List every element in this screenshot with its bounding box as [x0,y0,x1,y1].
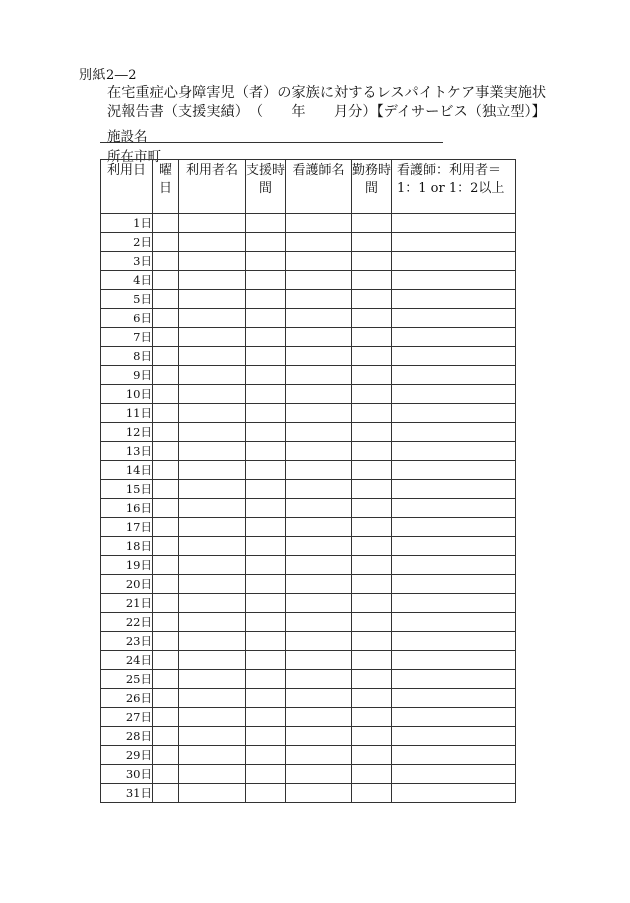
nurse-name-cell[interactable] [286,309,352,328]
work-hours-cell[interactable] [352,328,392,347]
work-hours-cell[interactable] [352,537,392,556]
nurse-name-cell[interactable] [286,271,352,290]
day-cell: 25日 [101,670,153,689]
report-title-line-2: 況報告書（支援実績） （ 年 月分）【デイサービス（独立型）】 [107,104,546,120]
ratio-cell[interactable] [392,708,516,727]
day-cell: 13日 [101,442,153,461]
nurse-name-cell[interactable] [286,746,352,765]
support-hours-cell[interactable] [246,708,286,727]
facility-name-label: 施設名 [107,129,148,145]
nurse-name-cell[interactable] [286,328,352,347]
nurse-name-cell[interactable] [286,689,352,708]
work-hours-cell[interactable] [352,765,392,784]
weekday-cell[interactable] [153,214,179,233]
user-name-cell[interactable] [179,442,246,461]
user-name-cell[interactable] [179,347,246,366]
table-row [101,518,516,537]
table-row [101,765,516,784]
nurse-name-cell[interactable] [286,290,352,309]
support-hours-cell[interactable] [246,328,286,347]
work-hours-cell[interactable] [352,271,392,290]
weekday-cell[interactable] [153,651,179,670]
work-hours-cell[interactable] [352,784,392,803]
day-cell: 18日 [101,537,153,556]
user-name-cell[interactable] [179,670,246,689]
weekday-cell[interactable] [153,765,179,784]
support-hours-cell[interactable] [246,689,286,708]
user-name-cell[interactable] [179,594,246,613]
table-row [101,613,516,632]
user-name-cell[interactable] [179,233,246,252]
support-hours-cell[interactable] [246,594,286,613]
weekday-cell[interactable] [153,461,179,480]
user-name-cell[interactable] [179,252,246,271]
user-name-cell[interactable] [179,765,246,784]
weekday-cell[interactable] [153,347,179,366]
ratio-cell[interactable] [392,214,516,233]
weekday-cell[interactable] [153,385,179,404]
work-hours-cell[interactable] [352,309,392,328]
report-title-line-1: 在宅重症心身障害児（者）の家族に対するレスパイトケア事業実施状 [107,85,547,101]
support-hours-cell[interactable] [246,499,286,518]
ratio-cell[interactable] [392,385,516,404]
table-row [101,442,516,461]
day-cell: 29日 [101,746,153,765]
ratio-cell[interactable] [392,689,516,708]
table-body [101,214,516,803]
day-cell: 14日 [101,461,153,480]
table-row [101,347,516,366]
ratio-cell[interactable] [392,499,516,518]
ratio-cell[interactable] [392,423,516,442]
day-cell: 23日 [101,632,153,651]
ratio-cell[interactable] [392,556,516,575]
user-name-cell[interactable] [179,784,246,803]
header-support-hours: 支援時間 [246,160,286,214]
work-hours-cell[interactable] [352,233,392,252]
day-cell: 22日 [101,613,153,632]
support-hours-cell[interactable] [246,746,286,765]
table-row [101,784,516,803]
weekday-cell[interactable] [153,613,179,632]
nurse-name-cell[interactable] [286,404,352,423]
table-row [101,214,516,233]
day-cell: 2日 [101,233,153,252]
work-hours-cell[interactable] [352,404,392,423]
day-cell: 26日 [101,689,153,708]
user-name-cell[interactable] [179,214,246,233]
ratio-cell[interactable] [392,518,516,537]
table-row [101,537,516,556]
table-row [101,670,516,689]
table-row [101,575,516,594]
day-cell: 4日 [101,271,153,290]
table-row [101,480,516,499]
table-row [101,290,516,309]
support-hours-cell[interactable] [246,727,286,746]
ratio-cell[interactable] [392,290,516,309]
nurse-name-cell[interactable] [286,784,352,803]
weekday-cell[interactable] [153,499,179,518]
weekday-cell[interactable] [153,632,179,651]
work-hours-cell[interactable] [352,746,392,765]
work-hours-cell[interactable] [352,480,392,499]
weekday-cell[interactable] [153,537,179,556]
day-cell: 5日 [101,290,153,309]
weekday-cell[interactable] [153,252,179,271]
work-hours-cell[interactable] [352,708,392,727]
day-cell: 1日 [101,214,153,233]
nurse-name-cell[interactable] [286,366,352,385]
day-cell: 12日 [101,423,153,442]
support-hours-cell[interactable] [246,784,286,803]
ratio-cell[interactable] [392,727,516,746]
work-hours-cell[interactable] [352,442,392,461]
work-hours-cell[interactable] [352,575,392,594]
ratio-cell[interactable] [392,651,516,670]
nurse-name-cell[interactable] [286,252,352,271]
user-name-cell[interactable] [179,727,246,746]
nurse-name-cell[interactable] [286,670,352,689]
ratio-cell[interactable] [392,670,516,689]
day-cell: 28日 [101,727,153,746]
day-cell: 6日 [101,309,153,328]
table-row [101,423,516,442]
report-table [100,159,516,803]
document-ref-number: 別紙2―2 [79,68,138,83]
support-hours-cell[interactable] [246,442,286,461]
support-hours-cell[interactable] [246,651,286,670]
weekday-cell[interactable] [153,290,179,309]
nurse-name-cell[interactable] [286,727,352,746]
day-cell: 19日 [101,556,153,575]
ratio-cell[interactable] [392,233,516,252]
support-hours-cell[interactable] [246,518,286,537]
user-name-cell[interactable] [179,556,246,575]
nurse-name-cell[interactable] [286,423,352,442]
user-name-cell[interactable] [179,385,246,404]
user-name-cell[interactable] [179,518,246,537]
user-name-cell[interactable] [179,575,246,594]
work-hours-cell[interactable] [352,385,392,404]
day-cell: 9日 [101,366,153,385]
work-hours-cell[interactable] [352,670,392,689]
support-hours-cell[interactable] [246,366,286,385]
weekday-cell[interactable] [153,746,179,765]
ratio-cell[interactable] [392,613,516,632]
support-hours-cell[interactable] [246,765,286,784]
header-user-name: 利用者名 [179,160,246,214]
day-cell: 8日 [101,347,153,366]
table-row [101,556,516,575]
work-hours-cell[interactable] [352,613,392,632]
support-hours-cell[interactable] [246,271,286,290]
table-row [101,689,516,708]
user-name-cell[interactable] [179,708,246,727]
weekday-cell[interactable] [153,784,179,803]
work-hours-cell[interactable] [352,252,392,271]
header-nurse-user-ratio: 看護師：利用者＝1：1 or 1：2以上 [392,160,516,214]
weekday-cell[interactable] [153,328,179,347]
user-name-cell[interactable] [179,613,246,632]
table-row [101,727,516,746]
work-hours-cell[interactable] [352,423,392,442]
work-hours-cell[interactable] [352,499,392,518]
table-row [101,632,516,651]
support-hours-cell[interactable] [246,613,286,632]
nurse-name-cell[interactable] [286,214,352,233]
weekday-cell[interactable] [153,689,179,708]
weekday-cell[interactable] [153,271,179,290]
support-hours-cell[interactable] [246,233,286,252]
day-cell: 16日 [101,499,153,518]
day-cell: 7日 [101,328,153,347]
work-hours-cell[interactable] [352,727,392,746]
work-hours-cell[interactable] [352,594,392,613]
weekday-cell[interactable] [153,575,179,594]
user-name-cell[interactable] [179,461,246,480]
ratio-cell[interactable] [392,480,516,499]
support-hours-cell[interactable] [246,670,286,689]
table-row [101,461,516,480]
user-name-cell[interactable] [179,651,246,670]
table-row [101,746,516,765]
header-work-hours: 勤務時間 [352,160,392,214]
header-weekday: 曜日 [153,160,179,214]
weekday-cell[interactable] [153,233,179,252]
support-hours-cell[interactable] [246,347,286,366]
ratio-cell[interactable] [392,309,516,328]
nurse-name-cell[interactable] [286,518,352,537]
user-name-cell[interactable] [179,499,246,518]
weekday-cell[interactable] [153,480,179,499]
table-row [101,271,516,290]
nurse-name-cell[interactable] [286,556,352,575]
work-hours-cell[interactable] [352,214,392,233]
header-nurse-name: 看護師名 [286,160,352,214]
user-name-cell[interactable] [179,290,246,309]
user-name-cell[interactable] [179,746,246,765]
nurse-name-cell[interactable] [286,575,352,594]
work-hours-cell[interactable] [352,556,392,575]
table-row [101,366,516,385]
table-row [101,385,516,404]
table-row [101,404,516,423]
user-name-cell[interactable] [179,423,246,442]
weekday-cell[interactable] [153,670,179,689]
weekday-cell[interactable] [153,404,179,423]
nurse-name-cell[interactable] [286,347,352,366]
table-row [101,309,516,328]
work-hours-cell[interactable] [352,632,392,651]
nurse-name-cell[interactable] [286,613,352,632]
day-cell: 11日 [101,404,153,423]
work-hours-cell[interactable] [352,518,392,537]
table-row [101,233,516,252]
header-usage-day: 利用日 [101,160,153,214]
city-label: 所在市町 [107,149,161,165]
weekday-cell[interactable] [153,309,179,328]
support-hours-cell[interactable] [246,404,286,423]
user-name-cell[interactable] [179,480,246,499]
support-hours-cell[interactable] [246,290,286,309]
support-hours-cell[interactable] [246,537,286,556]
table-header-row [101,160,516,214]
table-row [101,651,516,670]
weekday-cell[interactable] [153,556,179,575]
nurse-name-cell[interactable] [286,233,352,252]
day-cell: 3日 [101,252,153,271]
day-cell: 21日 [101,594,153,613]
day-cell: 17日 [101,518,153,537]
work-hours-cell[interactable] [352,366,392,385]
weekday-cell[interactable] [153,366,179,385]
support-hours-cell[interactable] [246,632,286,651]
user-name-cell[interactable] [179,632,246,651]
ratio-cell[interactable] [392,252,516,271]
support-hours-cell[interactable] [246,309,286,328]
table-row [101,594,516,613]
table-row [101,328,516,347]
ratio-cell[interactable] [392,271,516,290]
weekday-cell[interactable] [153,708,179,727]
nurse-name-cell[interactable] [286,594,352,613]
weekday-cell[interactable] [153,423,179,442]
work-hours-cell[interactable] [352,347,392,366]
support-hours-cell[interactable] [246,556,286,575]
ratio-cell[interactable] [392,366,516,385]
nurse-name-cell[interactable] [286,632,352,651]
user-name-cell[interactable] [179,328,246,347]
user-name-cell[interactable] [179,309,246,328]
day-cell: 20日 [101,575,153,594]
user-name-cell[interactable] [179,404,246,423]
ratio-cell[interactable] [392,461,516,480]
nurse-name-cell[interactable] [286,499,352,518]
ratio-cell[interactable] [392,442,516,461]
nurse-name-cell[interactable] [286,651,352,670]
nurse-name-cell[interactable] [286,765,352,784]
day-cell: 30日 [101,765,153,784]
ratio-cell[interactable] [392,632,516,651]
ratio-cell[interactable] [392,347,516,366]
nurse-name-cell[interactable] [286,442,352,461]
work-hours-cell[interactable] [352,290,392,309]
table-row [101,499,516,518]
nurse-name-cell[interactable] [286,537,352,556]
ratio-cell[interactable] [392,404,516,423]
user-name-cell[interactable] [179,271,246,290]
ratio-cell[interactable] [392,765,516,784]
ratio-cell[interactable] [392,537,516,556]
user-name-cell[interactable] [179,366,246,385]
ratio-cell[interactable] [392,784,516,803]
table-row [101,252,516,271]
ratio-cell[interactable] [392,575,516,594]
work-hours-cell[interactable] [352,689,392,708]
day-cell: 10日 [101,385,153,404]
weekday-cell[interactable] [153,594,179,613]
nurse-name-cell[interactable] [286,708,352,727]
weekday-cell[interactable] [153,727,179,746]
support-hours-cell[interactable] [246,385,286,404]
support-hours-cell[interactable] [246,480,286,499]
weekday-cell[interactable] [153,442,179,461]
day-cell: 31日 [101,784,153,803]
support-hours-cell[interactable] [246,252,286,271]
ratio-cell[interactable] [392,328,516,347]
nurse-name-cell[interactable] [286,385,352,404]
day-cell: 24日 [101,651,153,670]
work-hours-cell[interactable] [352,461,392,480]
table-row [101,708,516,727]
nurse-name-cell[interactable] [286,461,352,480]
support-hours-cell[interactable] [246,575,286,594]
day-cell: 15日 [101,480,153,499]
support-hours-cell[interactable] [246,423,286,442]
facility-name-underline [100,142,443,143]
ratio-cell[interactable] [392,594,516,613]
support-hours-cell[interactable] [246,214,286,233]
user-name-cell[interactable] [179,537,246,556]
support-hours-cell[interactable] [246,461,286,480]
work-hours-cell[interactable] [352,651,392,670]
nurse-name-cell[interactable] [286,480,352,499]
ratio-cell[interactable] [392,746,516,765]
user-name-cell[interactable] [179,689,246,708]
weekday-cell[interactable] [153,518,179,537]
day-cell: 27日 [101,708,153,727]
